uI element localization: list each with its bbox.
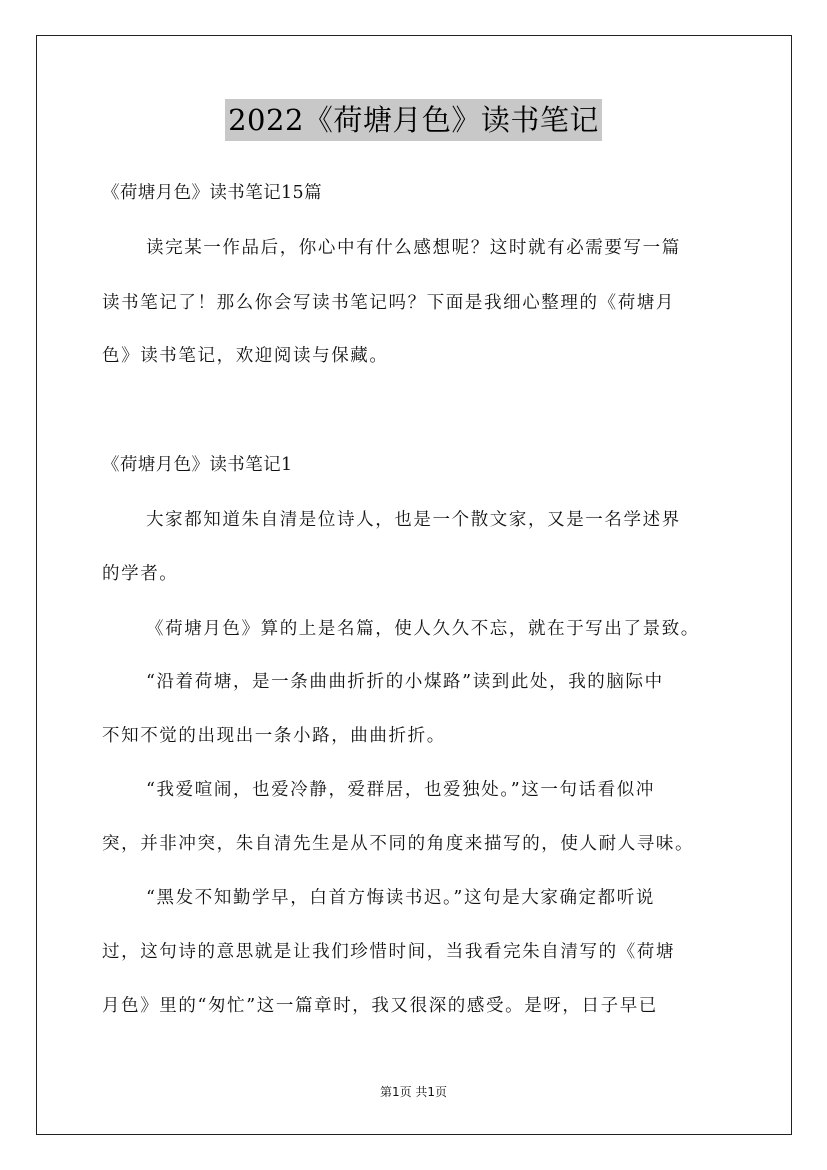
section-heading: 《荷塘月色》读书笔记1 — [102, 455, 293, 475]
body-line-8: “黑发不知勤学早，白首方悔读书迟。”这句是大家确定都听说 — [146, 888, 655, 908]
body-line-5: 不知不觉的出现出一条小路，曲曲折折。 — [102, 726, 446, 746]
body-line-3: 《荷塘月色》算的上是名篇，使人久久不忘，就在于写出了景致。 — [146, 619, 700, 639]
document-title: 2022《荷塘月色》读书笔记 — [225, 99, 602, 141]
body-line-7: 突，并非冲突，朱自清先生是从不同的角度来描写的，使人耐人寻味。 — [102, 834, 695, 854]
page-number-footer: 第1页 共1页 — [379, 1085, 448, 1099]
body-line-2: 的学者。 — [102, 564, 179, 584]
intro-line-1: 读完某一作品后，你心中有什么感想呢？这时就有必需要写一篇 — [146, 238, 681, 258]
body-line-4: “沿着荷塘，是一条曲曲折折的小煤路”读到此处，我的脑际中 — [146, 672, 664, 692]
body-line-6: “我爱喧闹，也爱冷静，爱群居，也爱独处。”这一句话看似冲 — [146, 780, 655, 800]
document-subtitle: 《荷塘月色》读书笔记15篇 — [102, 183, 322, 203]
body-line-10: 月色》里的“匆忙”这一篇章时，我又很深的感受。是呀，日子早已 — [102, 996, 658, 1016]
body-line-9: 过，这句诗的意思就是让我们珍惜时间，当我看完朱自清写的《荷塘 — [102, 942, 675, 962]
intro-line-3: 色》读书笔记，欢迎阅读与保藏。 — [102, 346, 389, 366]
title-container — [0, 99, 827, 141]
intro-line-2: 读书笔记了！那么你会写读书笔记吗？下面是我细心整理的《荷塘月 — [102, 293, 675, 313]
body-line-1: 大家都知道朱自清是位诗人，也是一个散文家，又是一名学述界 — [146, 510, 681, 530]
